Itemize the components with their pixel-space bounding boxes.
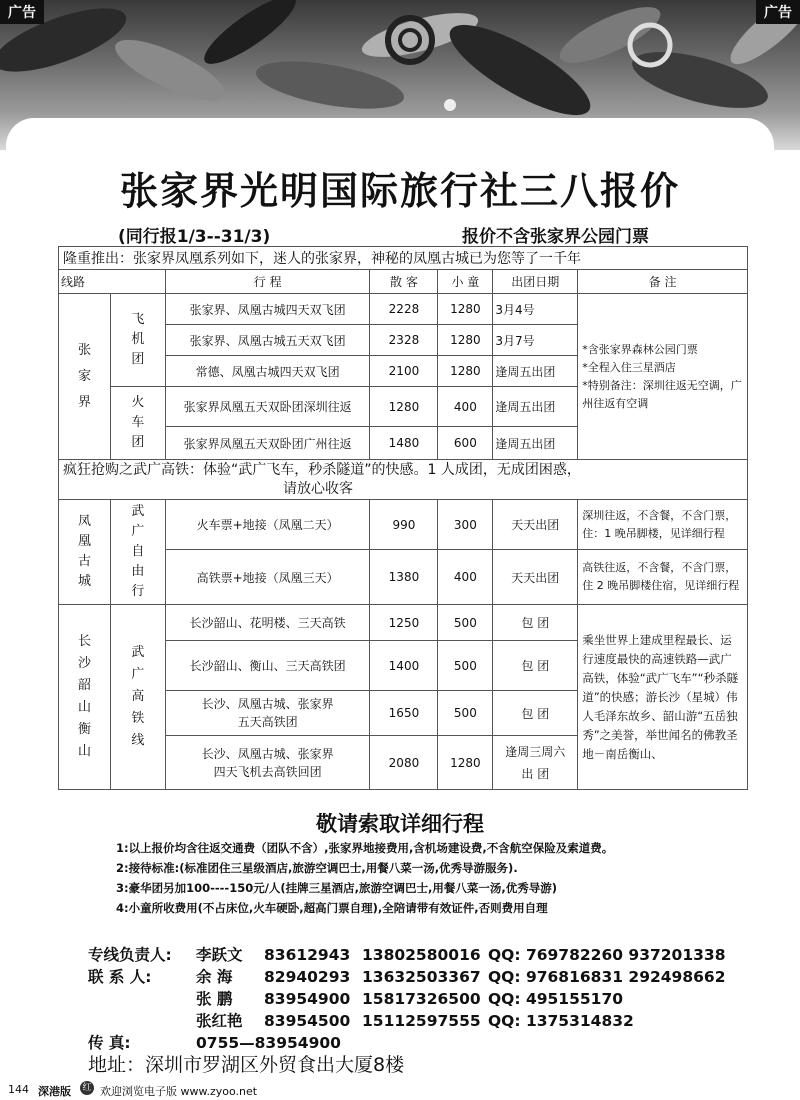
contact-name: 张 鹏 <box>196 990 233 1008</box>
magazine-logo-icon: 红 <box>80 1081 94 1095</box>
adult-price: 2328 <box>370 325 438 356</box>
remark: 高铁往返，不含餐，不含门票，住 2 晚吊脚楼住宿，见详细行程 <box>578 550 748 605</box>
header-itinerary: 行 程 <box>165 270 370 294</box>
contact-phone: 83954900 <box>264 990 351 1008</box>
price-table <box>58 246 748 790</box>
child-price: 500 <box>438 641 493 691</box>
header-remark: 备 注 <box>578 270 748 294</box>
remark-zhangjiajie: *含张家界森林公园门票 *全程入住三星酒店 *特别备注：深圳往返无空调，广州往返有空调 <box>578 294 748 460</box>
fax-label: 传 真: <box>88 1034 131 1052</box>
child-price: 400 <box>438 387 493 427</box>
departure-date: 包 团 <box>493 605 578 641</box>
child-price: 400 <box>438 550 493 605</box>
contact-mobile: 15112597555 <box>362 1012 481 1030</box>
address: 地址：深圳市罗湖区外贸食出大厦8楼 <box>88 1054 405 1076</box>
header-child: 小 童 <box>438 270 493 294</box>
child-price: 1280 <box>438 294 493 325</box>
departure-date: 包 团 <box>493 641 578 691</box>
contact-name: 李跃文 <box>196 946 243 964</box>
table-header-row <box>59 270 748 294</box>
table-row <box>59 294 748 325</box>
contact-name: 余 海 <box>196 968 233 986</box>
route: 长沙、凤凰古城、张家界 四天飞机去高铁回团 <box>165 736 370 790</box>
contact-mobile: 13802580016 <box>362 946 481 964</box>
departure-date: 天天出团 <box>493 550 578 605</box>
ad-label-right: 广告 <box>756 0 800 24</box>
child-price: 1280 <box>438 736 493 790</box>
child-price: 300 <box>438 500 493 550</box>
route: 长沙韶山、花明楼、三天高铁 <box>165 605 370 641</box>
group-wuguang-rail: 武 广 高 铁 线 <box>110 605 165 790</box>
departure-date: 逢周五出团 <box>493 387 578 427</box>
term-item: 1:以上报价均含往返交通费（团队不含）,张家界地接费用,含机场建设费,不含航空保险及索道费。 <box>116 841 614 855</box>
route: 张家界、凤凰古城五天双飞团 <box>165 325 370 356</box>
adult-price: 2100 <box>370 356 438 387</box>
remark: 深圳往返，不含餐，不含门票，住：1 晚吊脚楼，见详细行程 <box>578 500 748 550</box>
region-changsha: 长 沙 韶 山 衡 山 <box>59 605 111 790</box>
adult-price: 1480 <box>370 427 438 460</box>
edition-label: 深港版 <box>38 1085 71 1098</box>
departure-date: 包 团 <box>493 691 578 736</box>
header-line: 线路 <box>59 270 166 294</box>
route: 火车票+地接（凤凰二天） <box>165 500 370 550</box>
header-adult: 散 客 <box>370 270 438 294</box>
page-title: 张家界光明国际旅行社三八报价 <box>119 169 680 213</box>
adult-price: 1380 <box>370 550 438 605</box>
contact-mobile: 13632503367 <box>362 968 481 986</box>
table-row <box>59 500 748 550</box>
promo2-line1: 疯狂抢购之武广高铁：体验“武广飞车，秒杀隧道”的快感。1 人成团，无成团困惑， <box>63 461 581 478</box>
ad-label-left: 广告 <box>0 0 44 24</box>
adult-price: 990 <box>370 500 438 550</box>
route: 长沙韶山、衡山、三天高铁团 <box>165 641 370 691</box>
term-item: 4:小童所收费用(不占床位,火车硬卧,超高门票自理),全陪请带有效证件,否则费用自理 <box>116 901 548 915</box>
region-zhangjiajie: 张 家 界 <box>59 294 111 460</box>
promo-banner-1: 隆重推出：张家界凤凰系列如下，迷人的张家界，神秘的凤凰古城已为您等了一千年 <box>59 247 748 270</box>
route: 张家界凤凰五天双卧团广州往返 <box>165 427 370 460</box>
contact-name: 张红艳 <box>196 1012 243 1030</box>
term-item: 2:接待标准:(标准团住三星级酒店,旅游空调巴士,用餐八菜一汤,优秀导游服务). <box>116 861 518 875</box>
child-price: 1280 <box>438 325 493 356</box>
departure-date: 天天出团 <box>493 500 578 550</box>
route: 张家界凤凰五天双卧团深圳往返 <box>165 387 370 427</box>
adult-price: 1650 <box>370 691 438 736</box>
contact-mobile: 15817326500 <box>362 990 481 1008</box>
contact-qq: QQ: 976816831 292498662 <box>488 968 726 986</box>
group-train: 火 车 团 <box>110 387 165 460</box>
quote-period: (同行报1/3--31/3) <box>118 227 271 247</box>
remark-changsha: 乘坐世界上建成里程最长、运行速度最快的高速铁路—武广高铁，体验“武广飞车”“秒杀隧道”的快感；游长沙（星城）伟人毛泽东故乡、韶山游“五岳独秀”之美誉，举世闻名的佛教圣地－南岳衡山、 <box>578 605 748 790</box>
website-link[interactable]: 欢迎浏览电子版 www.zyoo.net <box>100 1085 258 1098</box>
child-price: 500 <box>438 691 493 736</box>
child-price: 600 <box>438 427 493 460</box>
table-row <box>59 605 748 641</box>
contact-label: 专线负责人: <box>88 946 172 964</box>
promo-banner-2 <box>59 460 748 500</box>
departure-date: 3月7号 <box>493 325 578 356</box>
group-air: 飞 机 团 <box>110 294 165 387</box>
detail-heading: 敬请索取详细行程 <box>316 812 484 836</box>
contact-qq: QQ: 1375314832 <box>488 1012 634 1030</box>
route: 长沙、凤凰古城、张家界 五天高铁团 <box>165 691 370 736</box>
route: 张家界、凤凰古城四天双飞团 <box>165 294 370 325</box>
page-footer <box>0 1078 800 1100</box>
contact-phone: 83612943 <box>264 946 351 964</box>
fax-value: 0755—83954900 <box>196 1034 341 1052</box>
contact-qq: QQ: 769782260 937201338 <box>488 946 726 964</box>
group-wuguang-free: 武 广 自 由 行 <box>110 500 165 605</box>
promo2-line2: 请放心收客 <box>283 480 353 497</box>
price-disclaimer: 报价不含张家界公园门票 <box>462 227 649 247</box>
child-price: 500 <box>438 605 493 641</box>
contact-label: 联 系 人: <box>88 968 152 986</box>
adult-price: 1400 <box>370 641 438 691</box>
contact-qq: QQ: 495155170 <box>488 990 624 1008</box>
term-item: 3:豪华团另加100----150元/人(挂牌三星酒店,旅游空调巴士,用餐八菜一汤,优秀导游) <box>116 881 558 895</box>
adult-price: 1280 <box>370 387 438 427</box>
departure-date: 3月4号 <box>493 294 578 325</box>
header-date: 出团日期 <box>493 270 578 294</box>
terms-list <box>116 838 613 918</box>
region-fenghuang: 凤 凰 古 城 <box>59 500 111 605</box>
adult-price: 1250 <box>370 605 438 641</box>
contact-phone: 82940293 <box>264 968 351 986</box>
page-number: 144 <box>8 1083 29 1096</box>
route: 常德、凤凰古城四天双飞团 <box>165 356 370 387</box>
adult-price: 2228 <box>370 294 438 325</box>
route: 高铁票+地接（凤凰三天） <box>165 550 370 605</box>
departure-date: 逢周三周六 出 团 <box>493 736 578 790</box>
adult-price: 2080 <box>370 736 438 790</box>
child-price: 1280 <box>438 356 493 387</box>
departure-date: 逢周五出团 <box>493 427 578 460</box>
departure-date: 逢周五出团 <box>493 356 578 387</box>
contact-phone: 83954500 <box>264 1012 351 1030</box>
